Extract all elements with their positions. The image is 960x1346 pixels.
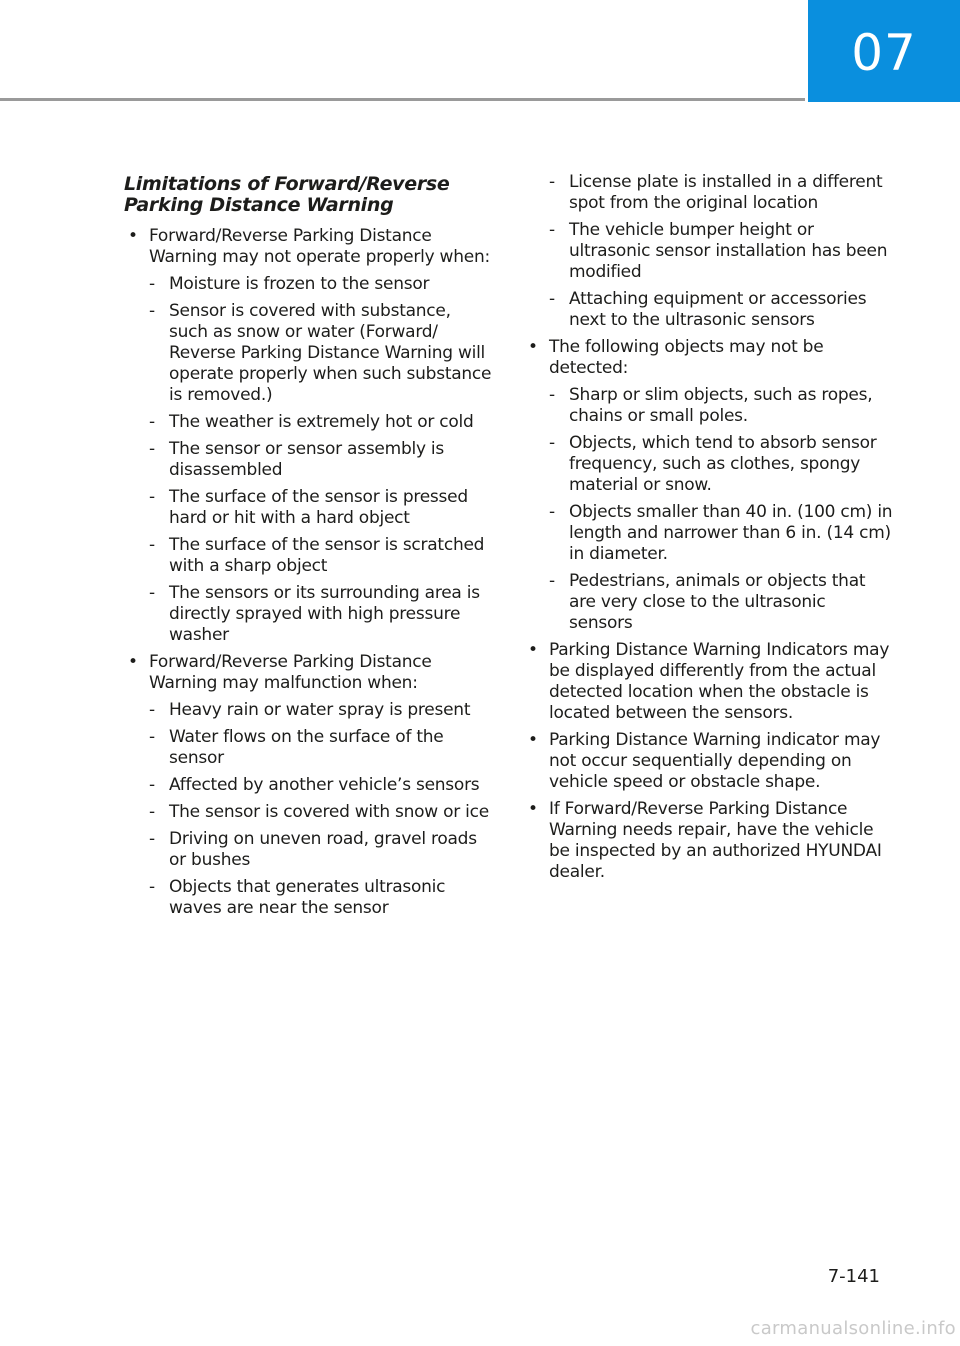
sub-item-text: Sensor is covered with substance, such as snow or water (Forward/ Reverse Parking Distance Warning will operate properly when such substance is removed.) <box>169 301 492 405</box>
sub-item <box>149 583 494 646</box>
bullet-text: Parking Distance Warning indicator may not occur sequentially depending on vehicle speed or obstacle shape. <box>549 730 881 792</box>
bullet-icon: • <box>528 640 538 660</box>
bullet-item <box>524 337 894 634</box>
bullet-text: Forward/Reverse Parking Distance Warning may not operate properly when: <box>149 226 490 267</box>
dash-icon: - <box>149 802 155 822</box>
right-column <box>524 172 894 889</box>
sub-item-text: Driving on uneven road, gravel roads or bushes <box>169 829 477 870</box>
page-number: 7-141 <box>827 1266 880 1287</box>
bullet-icon: • <box>528 337 538 357</box>
sub-item <box>149 877 494 919</box>
section-heading: Limitations of Forward/Reverse Parking Distance Warning <box>124 173 450 216</box>
sub-item-text: Objects that generates ultrasonic waves are near the sensor <box>169 877 446 918</box>
dash-icon: - <box>149 535 155 555</box>
dash-icon: - <box>149 727 155 747</box>
sub-item <box>149 412 494 433</box>
header-rule <box>0 98 805 101</box>
bullet-text: Forward/Reverse Parking Distance Warning may malfunction when: <box>149 652 432 693</box>
sub-item <box>149 700 494 721</box>
dash-icon: - <box>149 301 155 321</box>
dash-icon: - <box>549 571 555 591</box>
sub-item <box>549 220 894 283</box>
sub-item-text: Pedestrians, animals or objects that are very close to the ultrasonic sensors <box>569 571 866 633</box>
left-column <box>124 172 494 925</box>
left-bullet-list <box>124 226 494 919</box>
bullet-item <box>524 640 894 724</box>
sub-item <box>149 535 494 577</box>
watermark-text: carmanualsonline.info <box>750 1318 956 1339</box>
bullet-item <box>524 799 894 883</box>
sub-item <box>549 502 894 565</box>
dash-icon: - <box>149 274 155 294</box>
sub-item-text: The sensors or its surrounding area is directly sprayed with high pressure washer <box>169 583 480 645</box>
sub-item <box>149 439 494 481</box>
bullet-icon: • <box>128 226 138 246</box>
sub-item <box>149 727 494 769</box>
continued-sub-list <box>549 172 894 331</box>
bullet-text: If Forward/Reverse Parking Distance Warning needs repair, have the vehicle be inspected by an authorized HYUNDAI dealer. <box>549 799 882 882</box>
sub-list <box>149 700 494 919</box>
sub-item-text: Objects smaller than 40 in. (100 cm) in length and narrower than 6 in. (14 cm) in diameter. <box>569 502 893 564</box>
sub-item-text: The weather is extremely hot or cold <box>169 412 474 432</box>
dash-icon: - <box>549 385 555 405</box>
sub-list <box>149 274 494 646</box>
sub-item <box>149 775 494 796</box>
sub-item <box>149 487 494 529</box>
sub-item <box>549 172 894 214</box>
dash-icon: - <box>149 775 155 795</box>
dash-icon: - <box>149 700 155 720</box>
bullet-item <box>124 652 494 919</box>
sub-item-text: Heavy rain or water spray is present <box>169 700 471 720</box>
sub-item-text: The vehicle bumper height or ultrasonic sensor installation has been modified <box>569 220 888 282</box>
sub-item-text: Objects, which tend to absorb sensor frequency, such as clothes, spongy material or snow. <box>569 433 877 495</box>
sub-item <box>549 571 894 634</box>
sub-item-text: The sensor is covered with snow or ice <box>169 802 489 822</box>
bullet-icon: • <box>128 652 138 672</box>
bullet-item <box>124 226 494 646</box>
dash-icon: - <box>149 412 155 432</box>
chapter-tab: 07 <box>808 0 960 102</box>
bullet-item <box>524 730 894 793</box>
bullet-icon: • <box>528 730 538 750</box>
bullet-icon: • <box>528 799 538 819</box>
dash-icon: - <box>549 289 555 309</box>
sub-item-text: Affected by another vehicle’s sensors <box>169 775 480 795</box>
sub-item <box>149 274 494 295</box>
sub-item-text: The sensor or sensor assembly is disassembled <box>169 439 445 480</box>
sub-item <box>149 829 494 871</box>
sub-item-text: The surface of the sensor is scratched with a sharp object <box>169 535 485 576</box>
dash-icon: - <box>149 487 155 507</box>
bullet-text: The following objects may not be detected: <box>549 337 824 378</box>
sub-item-text: Moisture is frozen to the sensor <box>169 274 430 294</box>
right-bullet-list <box>524 337 894 883</box>
dash-icon: - <box>149 877 155 897</box>
bullet-text: Parking Distance Warning Indicators may be displayed differently from the actual detected location when the obstacle is located between the sensors. <box>549 640 890 723</box>
dash-icon: - <box>549 220 555 240</box>
sub-item <box>149 802 494 823</box>
sub-item-text: The surface of the sensor is pressed hard or hit with a hard object <box>169 487 468 528</box>
dash-icon: - <box>149 583 155 603</box>
dash-icon: - <box>549 172 555 192</box>
sub-item-text: Attaching equipment or accessories next to the ultrasonic sensors <box>569 289 867 330</box>
sub-item-text: License plate is installed in a different spot from the original location <box>569 172 883 213</box>
dash-icon: - <box>549 502 555 522</box>
dash-icon: - <box>149 439 155 459</box>
dash-icon: - <box>549 433 555 453</box>
continued-sub-list-wrapper <box>524 172 894 331</box>
dash-icon: - <box>149 829 155 849</box>
sub-item <box>549 289 894 331</box>
sub-item <box>149 301 494 406</box>
sub-item-text: Water flows on the surface of the sensor <box>169 727 444 768</box>
sub-item <box>549 433 894 496</box>
sub-item-text: Sharp or slim objects, such as ropes, chains or small poles. <box>569 385 873 426</box>
sub-list <box>549 385 894 634</box>
sub-item <box>549 385 894 427</box>
